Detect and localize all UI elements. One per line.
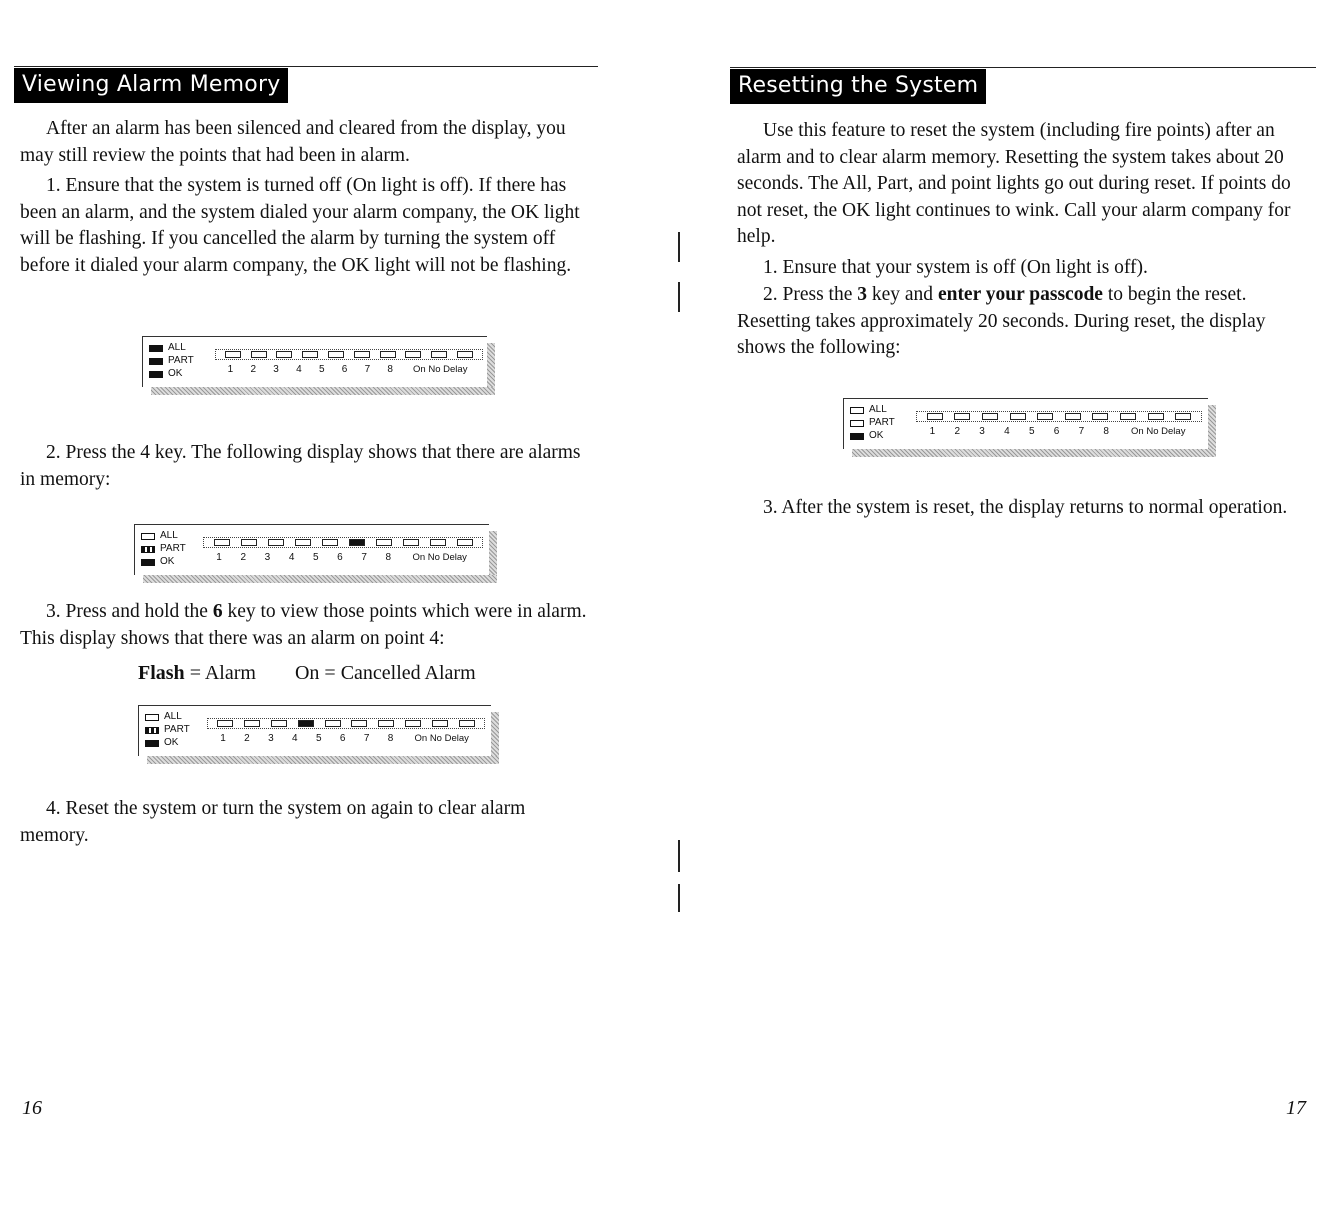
step-text: key and <box>867 284 938 305</box>
point-number-row <box>203 552 483 563</box>
point-number: 5 <box>1028 426 1035 437</box>
point-number: 3 <box>268 733 274 744</box>
point-led-icon <box>432 720 448 727</box>
all-label: ALL <box>168 342 186 353</box>
point-number: 7 <box>361 552 367 563</box>
point-number: 6 <box>337 552 343 563</box>
status-lights <box>149 342 194 381</box>
left-step-1: 1. Ensure that the system is turned off (On light is off). If there has been an alarm, and the system dialed your alarm company, the OK light will be flashing. If you cancelled the alarm by turning the system off before it dialed your alarm company, the OK light will not be flashing. <box>20 175 580 276</box>
left-step-2 <box>20 440 590 493</box>
part-lamp-icon <box>850 420 864 427</box>
point-number: 5 <box>315 733 322 744</box>
point-led-row <box>215 349 483 360</box>
legend-flash-value: = Alarm <box>184 662 256 684</box>
on-label: On <box>412 552 426 563</box>
section-heading-viewing-alarm-memory: Viewing Alarm Memory <box>14 68 288 103</box>
right-step-1: 1. Ensure that your system is off (On light is off). <box>763 257 1148 278</box>
point-number: 8 <box>385 552 392 563</box>
keypad-display-2 <box>134 524 489 575</box>
keypad-display-4 <box>843 398 1208 449</box>
point-led-icon <box>459 720 475 727</box>
point-number: 6 <box>341 364 348 375</box>
point-number: 7 <box>364 364 371 375</box>
panel-shadow <box>151 387 495 395</box>
no-delay-label: No Delay <box>1146 426 1186 437</box>
point-number: 7 <box>363 733 370 744</box>
status-lights <box>850 404 895 443</box>
ok-label: OK <box>164 737 179 748</box>
section-heading-resetting-the-system: Resetting the System <box>730 69 986 104</box>
right-intro-paragraph: Use this feature to reset the system (including fire points) after an alarm and to clear alarm memory. Resetting the system takes about 20 seconds. The All, Part, and point lights go out during reset. If points do not reset, the OK light continues to wink. Call your alarm company for help. <box>737 120 1291 247</box>
point-led-icon <box>457 351 473 358</box>
part-lamp-icon <box>149 358 163 365</box>
page-number-left: 16 <box>22 1097 42 1119</box>
point-number: 8 <box>387 364 393 375</box>
part-label: PART <box>164 724 190 735</box>
ok-lamp-icon <box>149 371 163 378</box>
panel-shadow <box>147 756 499 764</box>
point-number: 4 <box>296 364 302 375</box>
point-number: 4 <box>1004 426 1010 437</box>
ok-light <box>149 368 194 380</box>
point-number: 4 <box>288 552 295 563</box>
legend-on-value: = Cancelled Alarm <box>319 662 476 684</box>
left-intro-paragraph: After an alarm has been silenced and cleared from the display, you may still review the points that had been in alarm. <box>20 118 566 166</box>
on-no-delay-label <box>1128 426 1188 437</box>
point-number: 4 <box>292 733 298 744</box>
point-led-icon <box>1092 413 1108 420</box>
point-number: 1 <box>220 733 226 744</box>
legend-flash-label: Flash <box>138 662 185 684</box>
all-light <box>145 711 190 723</box>
point-number: 1 <box>227 364 234 375</box>
part-lamp-icon <box>145 727 159 734</box>
keypad-display-3 <box>138 705 491 756</box>
point-led-icon <box>271 720 287 727</box>
part-light <box>149 355 194 367</box>
point-led-icon <box>349 539 365 546</box>
point-led-icon <box>430 539 446 546</box>
point-number: 7 <box>1078 426 1085 437</box>
step-text: to begin the reset. Resetting takes approximately 20 seconds. During reset, the display shows the following: <box>737 284 1266 358</box>
point-led-icon <box>354 351 370 358</box>
point-number: 5 <box>312 552 319 563</box>
ok-light <box>850 430 895 442</box>
gutter-mark <box>678 884 680 912</box>
on-label: On <box>1131 426 1144 437</box>
gutter-mark <box>678 282 680 312</box>
gutter-mark <box>678 232 680 262</box>
point-led-icon <box>241 539 257 546</box>
point-number: 8 <box>1103 426 1109 437</box>
point-number-row <box>215 364 483 375</box>
ok-light <box>145 737 190 749</box>
all-light <box>850 404 895 416</box>
step-text: key. The following display shows that there are alarms in memory: <box>20 442 581 490</box>
point-number: 3 <box>979 426 985 437</box>
part-light <box>850 417 895 429</box>
right-heading-rule <box>730 67 1316 68</box>
ok-label: OK <box>160 556 175 567</box>
key-3: 3 <box>857 284 867 305</box>
step-text: 2. Press the <box>763 284 858 305</box>
part-label: PART <box>869 417 895 428</box>
on-no-delay-label <box>410 364 470 375</box>
part-light <box>145 724 190 736</box>
point-led-row <box>916 411 1202 422</box>
step-text: key to view those points which were in alarm. This display shows that there was an alarm on point 4: <box>20 601 587 649</box>
enter-passcode-emphasis: enter your passcode <box>937 284 1103 305</box>
key-4: 4 <box>140 442 150 463</box>
legend-on <box>295 662 476 684</box>
point-number: 6 <box>339 733 346 744</box>
all-lamp-icon <box>141 533 155 540</box>
panel-shadow <box>852 449 1216 457</box>
point-led-icon <box>214 539 230 546</box>
point-number: 1 <box>929 426 936 437</box>
point-led-icon <box>328 351 344 358</box>
all-light <box>149 342 194 354</box>
point-led-icon <box>351 720 367 727</box>
left-step-3 <box>20 599 598 652</box>
step-text: 3. Press and hold the <box>46 601 213 622</box>
part-label: PART <box>160 543 186 554</box>
status-lights <box>141 530 186 569</box>
gutter-mark <box>678 840 680 872</box>
point-led-icon <box>298 720 314 727</box>
point-number: 2 <box>244 733 250 744</box>
all-label: ALL <box>164 711 182 722</box>
on-label: On <box>414 733 428 744</box>
point-led-row <box>203 537 483 548</box>
point-number: 3 <box>273 364 279 375</box>
point-number: 2 <box>250 364 257 375</box>
ok-label: OK <box>869 430 884 441</box>
on-no-delay-label <box>412 733 472 744</box>
legend-on-label: On <box>294 662 320 684</box>
all-lamp-icon <box>145 714 159 721</box>
all-label: ALL <box>160 530 178 541</box>
point-led-icon <box>378 720 394 727</box>
point-led-icon <box>244 720 260 727</box>
point-number-row <box>207 733 485 744</box>
left-step-4: 4. Reset the system or turn the system on again to clear alarm memory. <box>20 798 526 846</box>
legend-flash <box>138 662 256 684</box>
ok-light <box>141 556 186 568</box>
page-number-right: 17 <box>1286 1097 1306 1119</box>
point-number: 6 <box>1053 426 1060 437</box>
point-led-row <box>207 718 485 729</box>
point-led-icon <box>1037 413 1053 420</box>
right-step-3: 3. After the system is reset, the display returns to normal operation. <box>763 497 1288 518</box>
point-led-icon <box>325 720 341 727</box>
point-led-icon <box>302 351 318 358</box>
alarm-legend <box>138 662 510 685</box>
point-led-icon <box>268 539 284 546</box>
ok-lamp-icon <box>850 433 864 440</box>
part-lamp-icon <box>141 546 155 553</box>
point-led-icon <box>405 351 421 358</box>
point-led-icon <box>1148 413 1164 420</box>
key-6: 6 <box>212 601 223 622</box>
point-number: 2 <box>954 426 961 437</box>
no-delay-label: No Delay <box>429 733 469 744</box>
point-led-icon <box>405 720 421 727</box>
left-heading-rule <box>14 66 598 67</box>
all-lamp-icon <box>850 407 864 414</box>
point-led-icon <box>295 539 311 546</box>
point-led-icon <box>927 413 943 420</box>
point-led-icon <box>403 539 419 546</box>
point-number: 1 <box>216 552 222 563</box>
point-led-icon <box>954 413 970 420</box>
point-number: 3 <box>264 552 271 563</box>
point-number: 8 <box>387 733 394 744</box>
part-light <box>141 543 186 555</box>
point-led-icon <box>276 351 292 358</box>
no-delay-label: No Delay <box>427 552 467 563</box>
panel-shadow <box>143 575 497 583</box>
point-led-icon <box>217 720 233 727</box>
point-number: 2 <box>240 552 247 563</box>
all-light <box>141 530 186 542</box>
point-led-icon <box>1175 413 1191 420</box>
all-lamp-icon <box>149 345 163 352</box>
keypad-display-1 <box>142 336 487 387</box>
right-step-2 <box>737 282 1311 362</box>
point-led-icon <box>1010 413 1026 420</box>
point-led-icon <box>457 539 473 546</box>
on-no-delay-label <box>410 552 470 563</box>
ok-lamp-icon <box>145 740 159 747</box>
point-led-icon <box>376 539 392 546</box>
no-delay-label: No Delay <box>428 364 468 375</box>
ok-lamp-icon <box>141 559 155 566</box>
all-label: ALL <box>869 404 887 415</box>
step-text: 2. Press the <box>46 442 141 463</box>
point-led-icon <box>251 351 267 358</box>
status-lights <box>145 711 190 750</box>
point-number-row <box>916 426 1202 437</box>
point-led-icon <box>1120 413 1136 420</box>
ok-label: OK <box>168 368 183 379</box>
point-led-icon <box>1065 413 1081 420</box>
point-led-icon <box>431 351 447 358</box>
point-led-icon <box>380 351 396 358</box>
point-led-icon <box>982 413 998 420</box>
point-led-icon <box>322 539 338 546</box>
part-label: PART <box>168 355 194 366</box>
point-led-icon <box>225 351 241 358</box>
on-label: On <box>413 364 426 375</box>
point-number: 5 <box>318 364 325 375</box>
